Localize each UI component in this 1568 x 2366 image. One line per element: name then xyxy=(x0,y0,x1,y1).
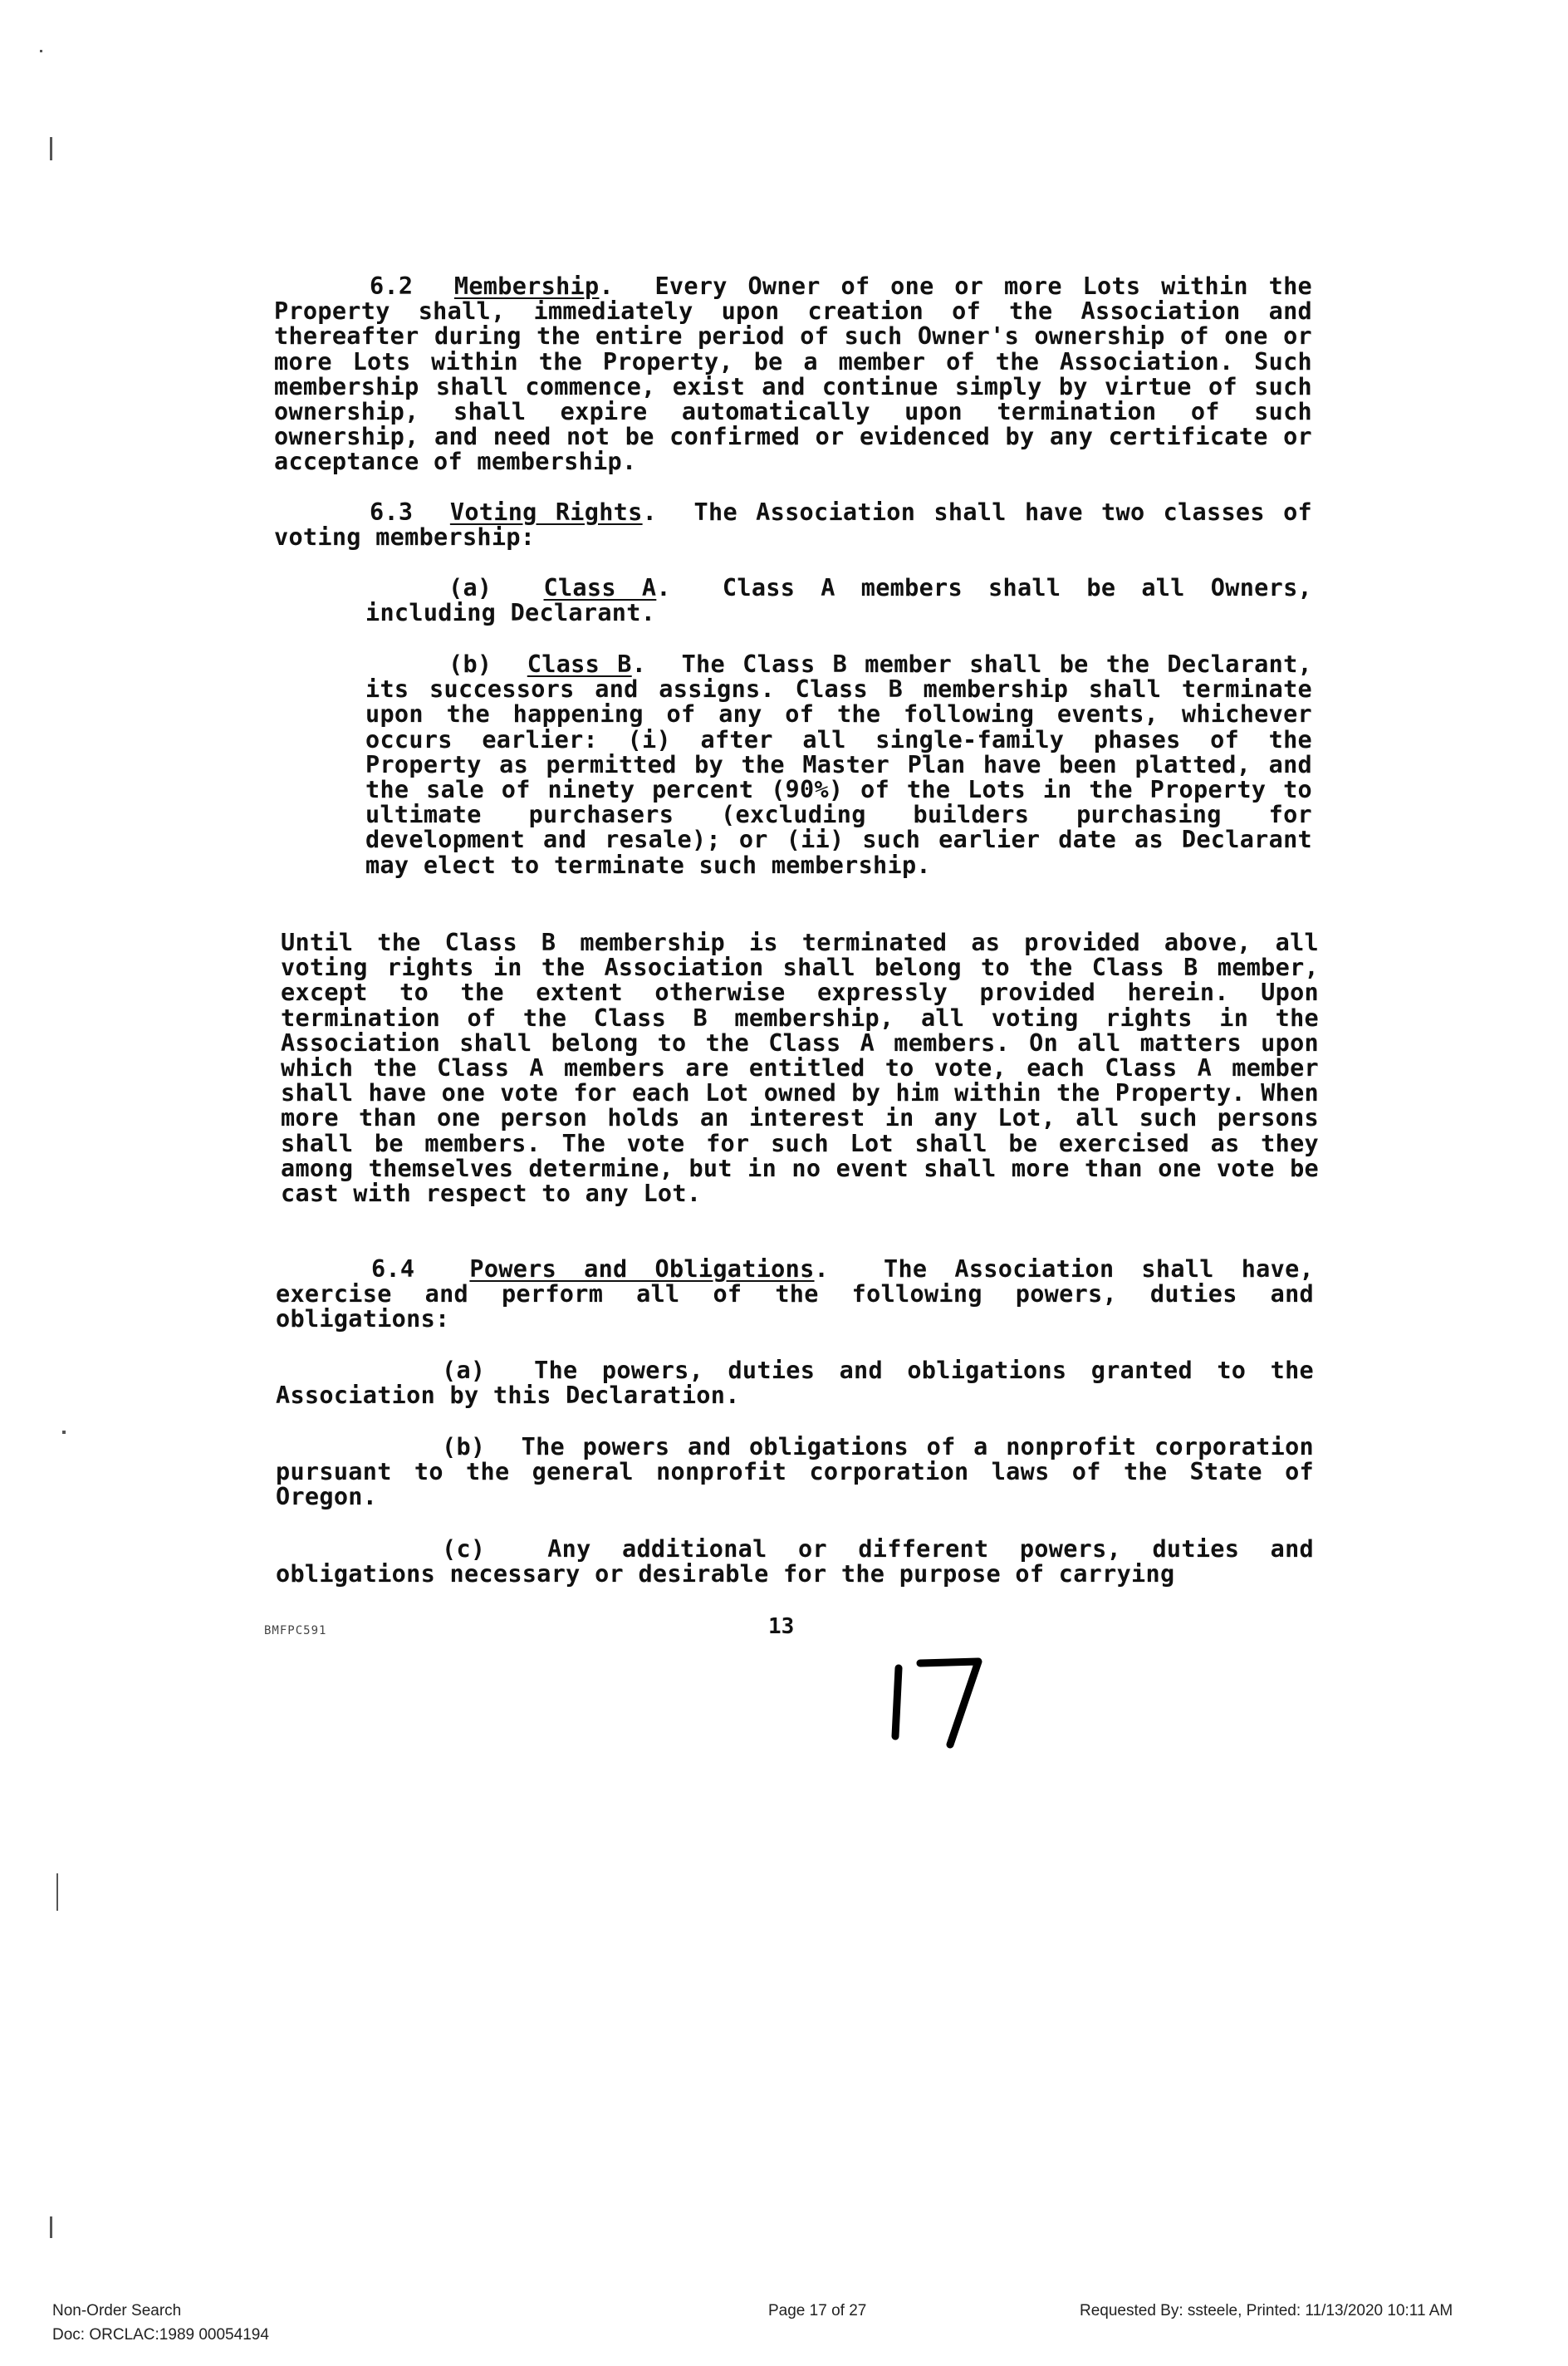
item-label: (a) xyxy=(448,574,492,601)
footer-page-indicator: Page 17 of 27 xyxy=(768,2302,867,2319)
item-label: (b) xyxy=(442,1433,486,1460)
item-text: The powers and obligations of a nonprofit corporation pursuant to the general nonprofit corporation laws of the State of Oregon. xyxy=(276,1433,1314,1511)
item-heading: Class B xyxy=(527,650,632,678)
paragraph-text: Until the Class B membership is terminated as provided above, all voting rights in the Association shall belong to the Class B member, except to the extent otherwise expressly provided herein. Upon termination of the Class B membership, all voting rights in the Association shall belong to the Class A members. On all matters upon which the Class A members are entitled to vote, each Class A member shall have one vote for each Lot owned by him within the Property. When more than one person holds an interest in any Lot, all such persons shall be members. The vote for such Lot shall be exercised as they among themselves determine, but in no event shall more than one vote be cast with respect to any Lot. xyxy=(281,929,1319,1208)
document-code: BMFPC591 xyxy=(264,1624,327,1637)
scan-mark xyxy=(62,1431,66,1434)
membership-paragraph: 6.2 Membership. Every Owner of one or more Lots within the Property shall, immediately upon creation of the Association and thereafter during the entire period of such Owner's ownership of one or more Lots within the Property, be a member of the Association. Such membership shall commence, exist and continue simply by virtue of such ownership, shall expire automatically upon termination of such ownership, and need not be confirmed or evidenced by any certificate or acceptance of membership. xyxy=(274,272,1312,476)
section-heading: Membership xyxy=(453,272,600,300)
section-text: Every Owner of one or more Lots within the Property shall, immediately upon creation of the Association and thereafter during the entire period of such Owner's ownership of one or more Lots within the Property, be a member of the Association. Such membership shall commence, exist and continue simply by virtue of such ownership, shall expire automatically upon termination of such ownership, and need not be confirmed or evidenced by any certificate or acceptance of membership. xyxy=(274,272,1312,476)
page-number: 13 xyxy=(768,1614,795,1639)
section-text: The Association shall have two classes of voting membership: xyxy=(274,498,1312,552)
scan-mark xyxy=(40,50,42,52)
scan-mark xyxy=(50,2216,52,2238)
footer-left-line2: Doc: ORCLAC:1989 00054194 xyxy=(52,2326,269,2344)
powers-item-b xyxy=(276,1435,1314,1510)
section-number: 6.3 xyxy=(370,498,414,526)
footer-left-line1: Non-Order Search xyxy=(52,2302,182,2319)
item-text: The powers, duties and obligations granted to the Association by this Declaration. xyxy=(276,1357,1314,1410)
item-heading: Class A xyxy=(543,574,657,601)
item-text: The Class B member shall be the Declarant, its successors and assigns. Class B membership shall terminate upon the happening of any of the following events, whichever occurs earlier: (i) after all single-family phases of the Property as permitted by the Master Plan have been platted, and the sale of ninety percent (90%) of the Lots in the Property to ultimate purchasers (excluding builders purchasing for development and resale); or (ii) such earlier date as Declarant may elect to terminate such membership. xyxy=(365,650,1312,879)
handwritten-page-number xyxy=(880,1653,988,1756)
class-b-paragraph: (b) Class B. The Class B member shall be the Declarant, its successors and assigns. Class B membership shall terminate upon the happening of any of the following events, whichever occurs earlier: (i) after all single-family phases of the Property as permitted by the Master Plan have been platted, and the sale of ninety percent (90%) of the Lots in the Property to ultimate purchasers (excluding builders purchasing for development and resale); or (ii) such earlier date as Declarant may elect to terminate such membership. xyxy=(365,650,1312,879)
item-label: (b) xyxy=(448,650,492,678)
powers-item-a xyxy=(276,1358,1314,1408)
section-heading: Powers and Obligations xyxy=(469,1255,815,1283)
powers-paragraph: 6.4 Powers and Obligations. The Association shall have, exercise and perform all of the following powers, duties and obligations: xyxy=(276,1255,1314,1333)
footer-requested-by: Requested By: ssteele, Printed: 11/13/2020 10:11 AM xyxy=(1080,2302,1453,2319)
section-heading: Voting Rights xyxy=(449,498,643,526)
handwritten-17-drawing xyxy=(880,1653,988,1753)
voting-rights-paragraph: 6.3 Voting Rights. The Association shall have two classes of voting membership: xyxy=(274,498,1312,552)
powers-item-c xyxy=(276,1537,1314,1587)
voting-closing-paragraph xyxy=(281,930,1319,1206)
item-label: (c) xyxy=(442,1535,486,1563)
section-number: 6.2 xyxy=(370,272,414,300)
class-a-paragraph: (a) Class A. Class A members shall be all Owners, including Declarant. xyxy=(365,574,1312,627)
item-text: Class A members shall be all Owners, including Declarant. xyxy=(365,574,1312,627)
item-label: (a) xyxy=(442,1357,486,1384)
section-text: The Association shall have, exercise and perform all of the following powers, duties and obligations: xyxy=(276,1255,1314,1333)
section-number: 6.4 xyxy=(371,1255,415,1283)
scan-mark xyxy=(56,1873,58,1911)
scan-mark xyxy=(50,137,52,160)
item-text: Any additional or different powers, duties and obligations necessary or desirable for the purpose of carrying xyxy=(276,1535,1315,1588)
